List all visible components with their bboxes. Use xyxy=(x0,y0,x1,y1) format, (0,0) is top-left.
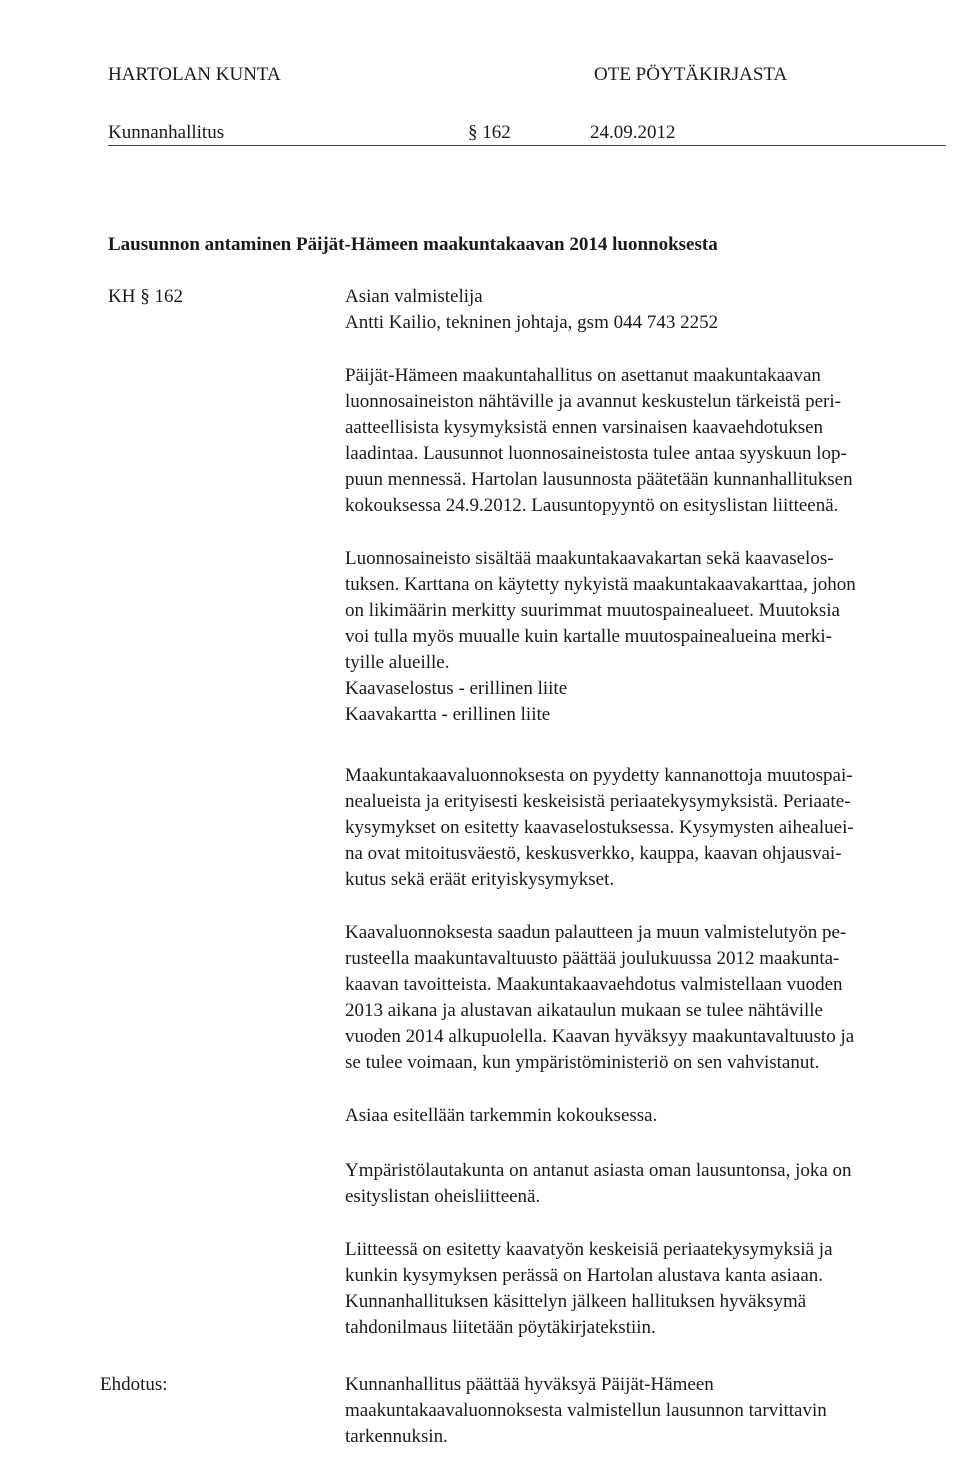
header-rule xyxy=(108,145,946,146)
document-type: OTE PÖYTÄKIRJASTA xyxy=(594,64,788,85)
text-line: Kunnanhallituksen käsittelyn jälkeen hallituksen hyväksymä xyxy=(345,1291,807,1312)
text-line: puun mennessä. Hartolan lausunnosta päätetään kunnanhallituksen xyxy=(345,469,853,490)
paragraph-2 xyxy=(345,546,953,728)
text-line: Luonnosaineisto sisältää maakuntakaavakartan sekä kaavaselos- xyxy=(345,548,834,569)
text-line: tarkennuksin. xyxy=(345,1426,448,1447)
preparer-block xyxy=(345,284,953,336)
text-line: kunkin kysymyksen perässä on Hartolan alustava kanta asiaan. xyxy=(345,1265,824,1286)
text-line: tyille alueille. xyxy=(345,652,450,673)
text-line: Kaavaluonnoksesta saadun palautteen ja muun valmistelutyön pe- xyxy=(345,922,847,943)
text-line: se tulee voimaan, kun ympäristöministeriö on sen vahvistanut. xyxy=(345,1052,820,1073)
paragraph-5 xyxy=(345,1103,953,1129)
text-line: tuksen. Karttana on käytetty nykyistä maakuntakaavakarttaa, johon xyxy=(345,574,856,595)
text-line: esityslistan oheisliitteenä. xyxy=(345,1186,541,1207)
text-line: Maakuntakaavaluonnoksesta on pyydetty kannanottoja muutospai- xyxy=(345,765,853,786)
organization-name: HARTOLAN KUNTA xyxy=(108,64,281,85)
body-name: Kunnanhallitus xyxy=(108,122,225,143)
text-line: maakuntakaavaluonnoksesta valmistellun lausunnon tarvittavin xyxy=(345,1400,827,1421)
text-line: kutus sekä eräät erityiskysymykset. xyxy=(345,869,615,890)
text-line: aatteellisista kysymyksistä ennen varsinaisen kaavaehdotuksen xyxy=(345,417,824,438)
document-title: Lausunnon antaminen Päijät-Hämeen maakuntakaavan 2014 luonnoksesta xyxy=(108,234,718,255)
text-line: Kunnanhallitus päättää hyväksyä Päijät-Hämeen xyxy=(345,1374,714,1395)
text-line: tahdonilmaus liitetään pöytäkirjatekstiin. xyxy=(345,1317,656,1338)
text-line: kaavan tavoitteista. Maakuntakaavaehdotus valmistellaan vuoden xyxy=(345,974,843,995)
paragraph-1 xyxy=(345,363,953,519)
paragraph-3 xyxy=(345,763,953,893)
text-line: vuoden 2014 alkupuolella. Kaavan hyväksyy maakuntavaltuusto ja xyxy=(345,1026,855,1047)
text-line: Ympäristölautakunta on antanut asiasta oman lausuntonsa, joka on xyxy=(345,1160,852,1181)
text-line: 2013 aikana ja alustavan aikataulun mukaan se tulee nähtäville xyxy=(345,1000,823,1021)
text-line: Päijät-Hämeen maakuntahallitus on asettanut maakuntakaavan xyxy=(345,365,821,386)
text-line: on likimäärin merkitty suurimmat muutospainealueet. Muutoksia xyxy=(345,600,840,621)
section-reference: KH § 162 xyxy=(108,286,183,307)
text-line: laadintaa. Lausunnot luonnosaineistosta tulee antaa syyskuun lop- xyxy=(345,443,847,464)
text-line: nealueista ja erityisesti keskeisistä periaatekysymyksistä. Periaate- xyxy=(345,791,851,812)
preparer-person: Antti Kailio, tekninen johtaja, gsm 044 743 2252 xyxy=(345,312,719,333)
proposal-text xyxy=(345,1372,953,1450)
proposal-label: Ehdotus: xyxy=(100,1374,168,1395)
paragraph-7 xyxy=(345,1237,953,1341)
text-line: kysymykset on esitetty kaavaselostuksessa. Kysymysten aihealuei- xyxy=(345,817,854,838)
section-number: § 162 xyxy=(468,122,511,143)
text-line: Asiaa esitellään tarkemmin kokouksessa. xyxy=(345,1105,658,1126)
text-line: luonnosaineiston nähtäville ja avannut keskustelun tärkeistä peri- xyxy=(345,391,841,412)
text-line: Kaavaselostus - erillinen liite xyxy=(345,678,568,699)
preparer-label: Asian valmistelija xyxy=(345,286,483,307)
text-line: rusteella maakuntavaltuusto päättää joulukuussa 2012 maakunta- xyxy=(345,948,840,969)
text-line: Liitteessä on esitetty kaavatyön keskeisiä periaatekysymyksiä ja xyxy=(345,1239,833,1260)
meeting-date: 24.09.2012 xyxy=(590,122,676,143)
text-line: Kaavakartta - erillinen liite xyxy=(345,704,551,725)
paragraph-4 xyxy=(345,920,953,1076)
paragraph-6 xyxy=(345,1158,953,1210)
text-line: voi tulla myös muualle kuin kartalle muutospainealueina merki- xyxy=(345,626,833,647)
text-line: na ovat mitoitusväestö, keskusverkko, kauppa, kaavan ohjausvai- xyxy=(345,843,842,864)
text-line: kokouksessa 24.9.2012. Lausuntopyyntö on esityslistan liitteenä. xyxy=(345,495,839,516)
